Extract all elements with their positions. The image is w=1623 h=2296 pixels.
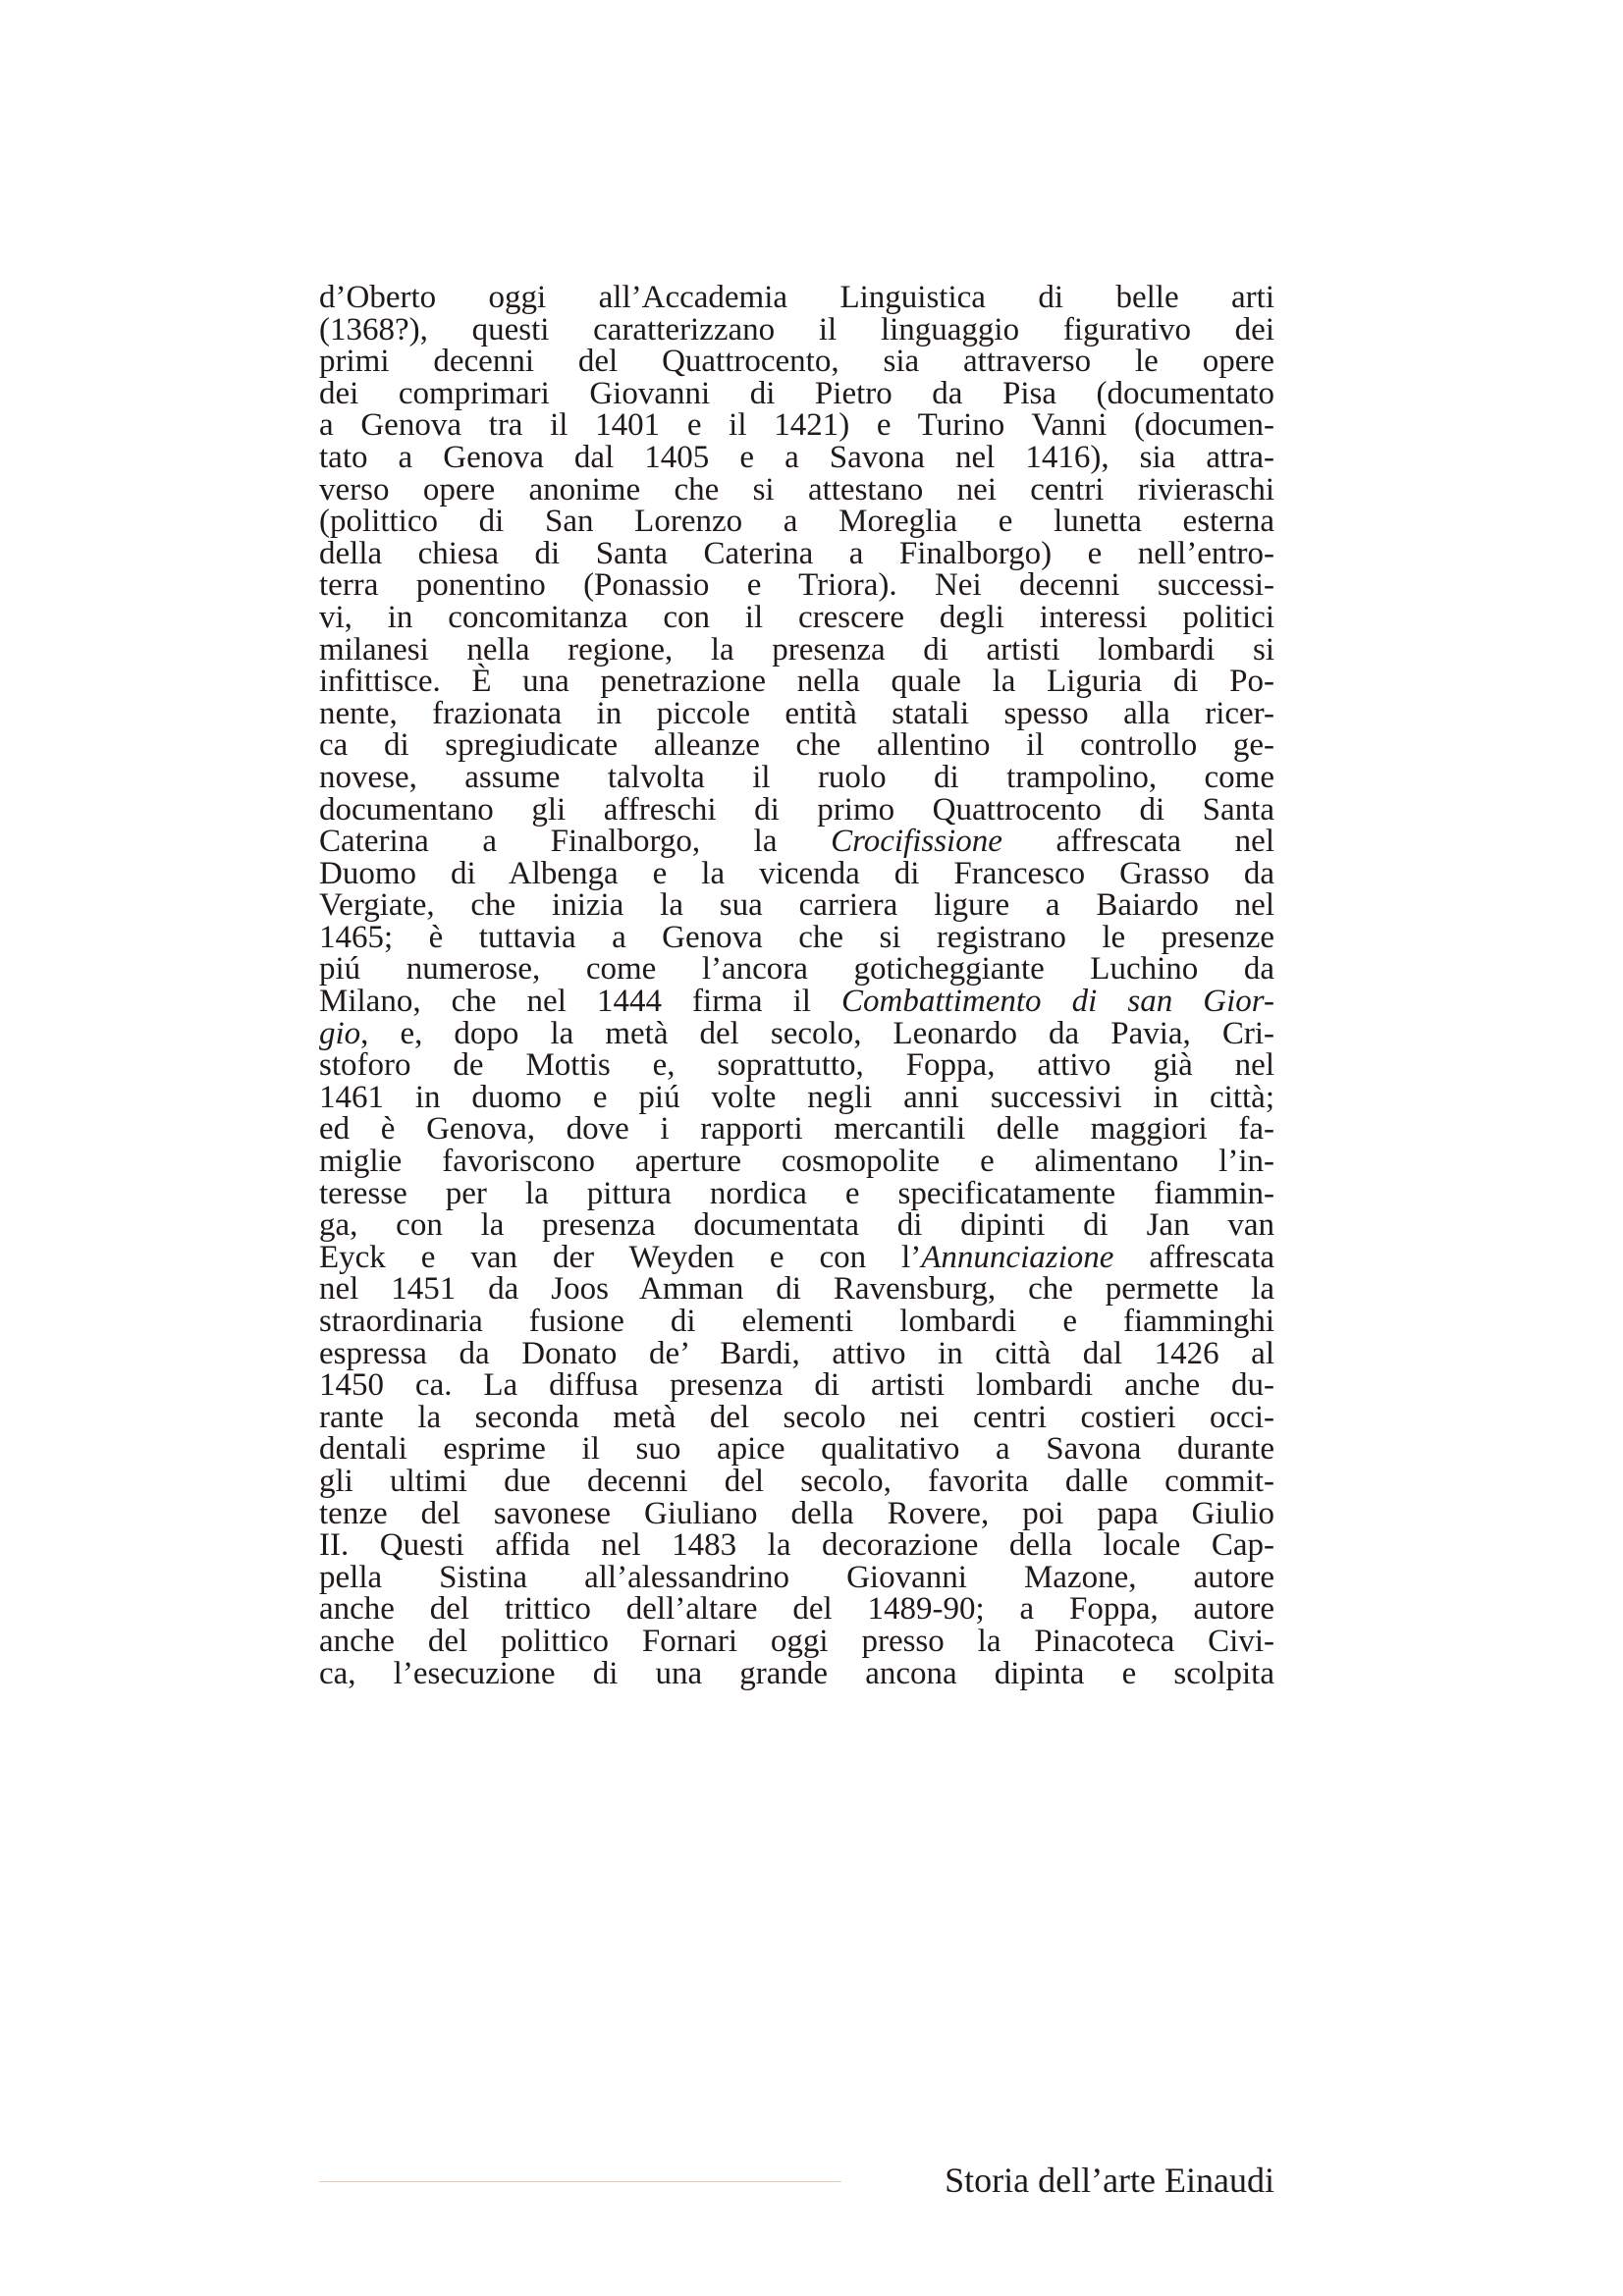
text-line (319, 919, 1274, 955)
text-run: ca di spregiudicate alleanze che allentino il controllo ge- (319, 727, 1274, 764)
text-run: rante la seconda metà del secolo nei centri costieri occi- (319, 1399, 1274, 1435)
text-run: , e, dopo la metà del secolo, Leonardo da Pavia, Cri- (360, 1015, 1274, 1051)
text-run: Duomo di Albenga e la vicenda di Francesco Grasso da (319, 855, 1274, 891)
text-run: miglie favoriscono aperture cosmopolite e alimentano l’in- (319, 1144, 1274, 1180)
text-run: anche del trittico dell’altare del 1489-90; a Foppa, autore (319, 1591, 1274, 1628)
text-run: straordinaria fusione di elementi lombardi e fiamminghi (319, 1304, 1274, 1339)
text-run: espressa da Donato de’ Bardi, attivo in città dal 1426 al (319, 1335, 1274, 1371)
text-run: 1461 in duomo e piú volte negli anni successivi in città; (319, 1079, 1274, 1115)
text-line (319, 953, 1274, 986)
text-line (319, 1559, 1274, 1595)
text-line (319, 695, 1274, 731)
text-run: dentali esprime il suo apice qualitativo a Savona durante (319, 1431, 1274, 1468)
text-line (319, 506, 1274, 538)
text-line (319, 1623, 1274, 1659)
text-line (319, 1209, 1274, 1242)
text-run: tenze del savonese Giuliano della Rovere, poi papa Giulio (319, 1495, 1274, 1531)
text-run: (1368?), questi caratterizzano il linguaggio figurativo dei (319, 311, 1274, 347)
text-run: tato a Genova dal 1405 e a Savona nel 1416), sia attra- (319, 439, 1274, 475)
text-line (319, 346, 1274, 378)
text-line (319, 729, 1274, 762)
text-line (319, 599, 1274, 635)
text-run: nel 1451 da Joos Amman di Ravensburg, che permette la (319, 1271, 1274, 1308)
text-run: Eyck e van der Weyden e con l’ (319, 1239, 922, 1275)
text-run: documentano gli affreschi di primo Quattrocento di Santa (319, 791, 1274, 828)
text-line (319, 282, 1274, 314)
text-line (319, 759, 1274, 795)
text-run: Caterina a Finalborgo, la (319, 824, 832, 860)
text-run: ca, l’esecuzione di una grande ancona dipinta e scolpita (319, 1655, 1274, 1691)
text-line (319, 439, 1274, 475)
text-line (319, 986, 1274, 1018)
italic-title: gio (319, 1015, 361, 1051)
text-line (319, 375, 1274, 411)
italic-title: Combattimento di san Gior- (841, 984, 1274, 1020)
text-run: piú numerose, come l’ancora goticheggiante Luchino da (319, 951, 1274, 988)
text-run: stoforo de Mottis e, soprattutto, Foppa, attivo già nel (319, 1047, 1274, 1084)
text-line (319, 1335, 1274, 1371)
text-run: anche del polittico Fornari oggi presso la Pinacoteca Civi- (319, 1623, 1274, 1659)
text-line (319, 471, 1274, 507)
page-footer (319, 2158, 1274, 2203)
text-line (319, 1239, 1275, 1275)
text-line (319, 889, 1274, 922)
text-line (319, 1369, 1274, 1402)
text-run: 1465; è tuttavia a Genova che si registrano le presenze (319, 919, 1274, 955)
text-run: novese, assume talvolta il ruolo di trampolino, come (319, 759, 1274, 795)
text-line (319, 1306, 1274, 1338)
text-line (319, 1015, 1274, 1051)
text-run: terra ponentino (Ponassio e Triora). Nei decenni successi- (319, 567, 1274, 604)
text-run: teresse per la pittura nordica e specificatamente fiammin- (319, 1175, 1274, 1211)
text-line (319, 1146, 1274, 1178)
text-line (319, 1113, 1274, 1146)
text-line (319, 1175, 1274, 1211)
text-line (319, 791, 1274, 828)
footer-rule (319, 2181, 841, 2182)
text-run: primi decenni del Quattrocento, sia attraverso le opere (319, 344, 1274, 380)
text-run: verso opere anonime che si attestano nei centri rivieraschi (319, 471, 1274, 507)
text-line (319, 1593, 1274, 1626)
text-run: ga, con la presenza documentata di dipinti di Jan van (319, 1207, 1274, 1244)
text-run: infittisce. È una penetrazione nella quale la Liguria di Po- (319, 664, 1274, 700)
text-run: Milano, che nel 1444 firma il (319, 984, 842, 1020)
text-run: pella Sistina all’alessandrino Giovanni Mazone, autore (319, 1559, 1274, 1595)
text-run: affrescata (1113, 1239, 1275, 1275)
text-line (319, 311, 1274, 347)
text-run: affrescata nel (1001, 824, 1274, 860)
text-run: II. Questi affida nel 1483 la decorazione della locale Cap- (319, 1527, 1274, 1564)
text-run: dei comprimari Giovanni di Pietro da Pisa (documentato (319, 375, 1274, 411)
text-run: (polittico di San Lorenzo a Moreglia e lunetta esterna (319, 504, 1274, 540)
text-line (319, 1463, 1274, 1499)
text-line (319, 1399, 1274, 1435)
text-line (319, 1049, 1274, 1082)
text-run: della chiesa di Santa Caterina a Finalborgo) e nell’entro- (319, 535, 1274, 571)
text-run: nente, frazionata in piccole entità statali spesso alla ricer- (319, 695, 1274, 731)
text-line (319, 535, 1274, 571)
text-line (319, 1273, 1274, 1306)
text-run: gli ultimi due decenni del secolo, favorita dalle commit- (319, 1463, 1274, 1499)
text-line (319, 631, 1274, 667)
text-line (319, 1495, 1274, 1531)
text-run: milanesi nella regione, la presenza di artisti lombardi si (319, 631, 1274, 667)
text-line (319, 1079, 1274, 1115)
text-line (319, 1529, 1274, 1562)
body-text (319, 282, 1274, 1689)
text-line (319, 409, 1274, 442)
text-run: 1450 ca. La diffusa presenza di artisti lombardi anche du- (319, 1367, 1274, 1404)
text-line (319, 826, 1274, 858)
text-line (319, 1433, 1274, 1466)
text-run: Vergiate, che inizia la sua carriera ligure a Baiardo nel (319, 887, 1274, 924)
text-run: a Genova tra il 1401 e il 1421) e Turino Vanni (documen- (319, 407, 1274, 444)
footer-title: Storia dell’arte Einaudi (945, 2161, 1274, 2200)
text-line (319, 569, 1274, 602)
italic-title: Crocifissione (831, 824, 1002, 860)
italic-title: Annunciazione (921, 1239, 1114, 1275)
text-run: d’Oberto oggi all’Accademia Linguistica di belle arti (319, 280, 1274, 315)
text-run: ed è Genova, dove i rapporti mercantili delle maggiori fa- (319, 1111, 1274, 1148)
text-line (319, 1655, 1274, 1691)
text-line (319, 855, 1274, 891)
text-line (319, 666, 1274, 698)
text-run: vi, in concomitanza con il crescere degli interessi politici (319, 599, 1274, 635)
